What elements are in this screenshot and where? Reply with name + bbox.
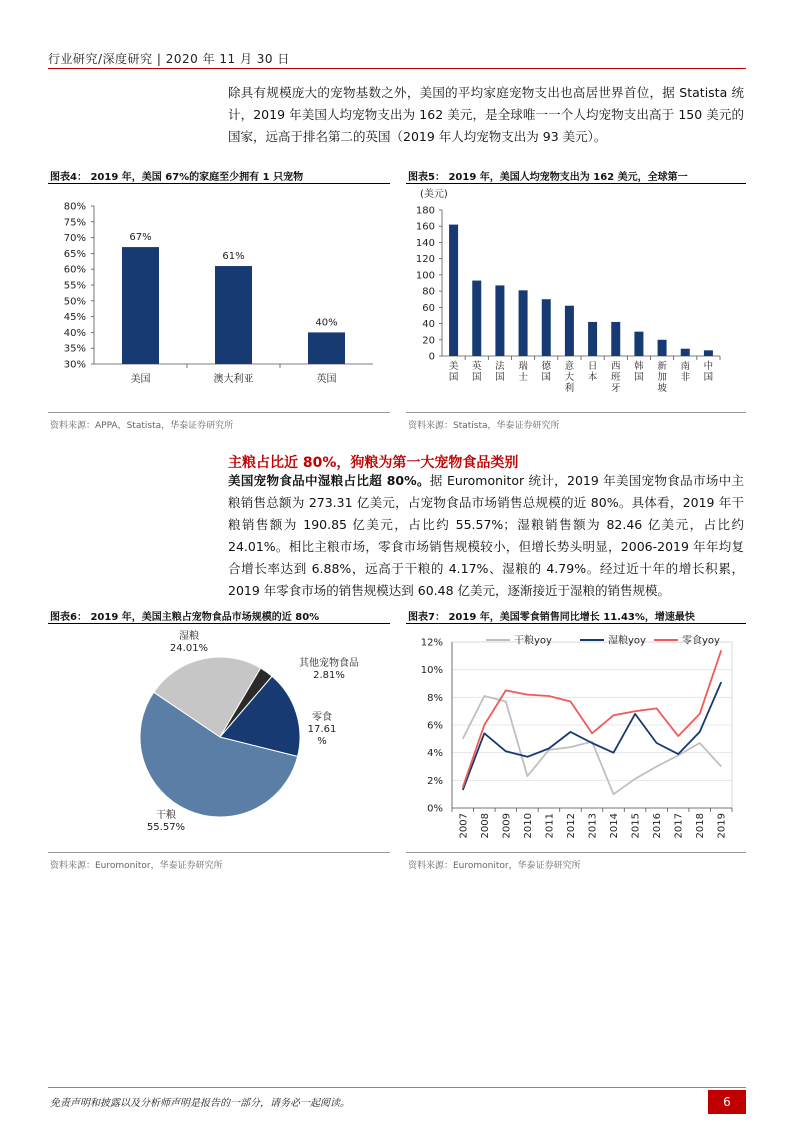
fig5-bar bbox=[449, 225, 458, 356]
fig7-title: 图表7： 2019 年，美国零食销售同比增长 11.43%，增速最快 bbox=[408, 612, 695, 623]
fig5-ylabel: (美元) bbox=[420, 189, 448, 200]
fig7-xtick-label: 2018 bbox=[695, 813, 707, 839]
fig7-xtick-label: 2010 bbox=[522, 813, 534, 839]
fig5-ytick-label: 80 bbox=[422, 286, 435, 298]
fig4-bar bbox=[215, 266, 252, 364]
fig4-bar bbox=[122, 247, 159, 364]
fig5-category-label: 中国 bbox=[703, 361, 714, 383]
fig5-bar bbox=[658, 340, 667, 356]
fig4-data-label: 67% bbox=[129, 232, 152, 244]
fig7-xtick-label: 2015 bbox=[630, 813, 642, 839]
fig5-category-label: 美国 bbox=[448, 361, 459, 383]
fig4-category-label: 澳大利亚 bbox=[213, 374, 254, 385]
section-title: 主粮占比近 80%，狗粮为第一大宠物食品类别 bbox=[228, 455, 519, 471]
fig4-ytick-label: 45% bbox=[63, 312, 86, 324]
fig7-ytick-label: 6% bbox=[427, 720, 443, 732]
fig5-category-label: 南非 bbox=[680, 361, 691, 383]
fig7-ytick-label: 0% bbox=[427, 803, 443, 815]
fig5-source: 资料来源：Statista，华泰证券研究所 bbox=[408, 421, 560, 431]
fig4-data-label: 61% bbox=[222, 251, 245, 263]
fig7-xtick-label: 2009 bbox=[501, 813, 513, 839]
fig4-ytick-label: 60% bbox=[63, 264, 86, 276]
header-rule bbox=[48, 68, 746, 69]
fig4-chart bbox=[48, 190, 393, 400]
fig7-xtick-label: 2017 bbox=[673, 813, 685, 839]
fig4-rule bbox=[48, 183, 390, 184]
fig4-bar bbox=[308, 332, 345, 364]
fig5-bottom-rule bbox=[406, 412, 746, 413]
fig4-ytick-label: 30% bbox=[63, 359, 86, 371]
fig5-title: 图表5： 2019 年，美国人均宠物支出为 162 美元，全球第一 bbox=[408, 172, 688, 183]
fig6-bottom-rule bbox=[48, 852, 390, 853]
fig7-ytick-label: 10% bbox=[420, 665, 443, 677]
fig5-category-label: 英国 bbox=[471, 361, 482, 383]
fig5-bar bbox=[704, 350, 713, 356]
fig5-ytick-label: 40 bbox=[422, 319, 435, 331]
section-paragraph bbox=[228, 470, 744, 602]
fig5-bar bbox=[565, 306, 574, 356]
fig5-ytick-label: 60 bbox=[422, 302, 435, 314]
fig7-xtick-label: 2013 bbox=[587, 813, 599, 839]
fig4-category-label: 美国 bbox=[130, 374, 151, 385]
fig4-ytick-label: 55% bbox=[63, 280, 86, 292]
fig6-slice-label: 其他宠物食品 2.81% bbox=[299, 658, 359, 681]
fig7-series-line bbox=[463, 696, 721, 794]
fig5-bar bbox=[588, 322, 597, 356]
fig5-category-label: 新加坡 bbox=[657, 361, 667, 394]
fig4-ytick-label: 65% bbox=[63, 248, 86, 260]
fig7-xtick-label: 2008 bbox=[479, 813, 491, 839]
fig5-ytick-label: 160 bbox=[415, 221, 435, 233]
fig6-source: 资料来源：Euromonitor，华泰证券研究所 bbox=[50, 861, 223, 871]
fig7-ytick-label: 12% bbox=[420, 637, 443, 649]
fig5-ytick-label: 120 bbox=[415, 254, 435, 266]
fig4-ytick-label: 40% bbox=[63, 327, 86, 339]
fig7-xtick-label: 2016 bbox=[652, 813, 664, 839]
fig4-title: 图表4： 2019 年，美国 67%的家庭至少拥有 1 只宠物 bbox=[50, 172, 304, 183]
fig5-category-label: 西班牙 bbox=[610, 361, 621, 394]
fig5-bar bbox=[519, 290, 528, 356]
fig7-xtick-label: 2014 bbox=[609, 813, 621, 839]
fig7-source: 资料来源：Euromonitor，华泰证券研究所 bbox=[408, 861, 581, 871]
fig7-rule bbox=[406, 623, 746, 624]
fig7-ytick-label: 4% bbox=[427, 748, 443, 760]
fig5-ytick-label: 180 bbox=[415, 205, 435, 217]
fig5-ytick-label: 0 bbox=[428, 351, 435, 363]
fig5-bar bbox=[634, 332, 643, 356]
fig5-bar bbox=[495, 285, 504, 356]
fig5-category-label: 意大利 bbox=[564, 361, 575, 394]
intro-paragraph: 除具有规模庞大的宠物基数之外，美国的平均家庭宠物支出也高居世界首位，据 Statista 统计，2019 年美国人均宠物支出为 162 美元，是全球唯一一个人均宠物支出高于 150 美元的国家，远高于排名第二的英国（2019 年人均宠物支出为 93 美元）。 bbox=[228, 85, 744, 144]
fig7-bottom-rule bbox=[406, 852, 746, 853]
fig7-ytick-label: 8% bbox=[427, 692, 443, 704]
fig6-slice-label: 湿粮 24.01% bbox=[169, 631, 209, 654]
fig5-bar bbox=[611, 322, 620, 356]
fig6-title: 图表6： 2019 年，美国主粮占宠物食品市场规模的近 80% bbox=[50, 612, 320, 623]
fig7-legend-label: 湿粮yoy bbox=[608, 635, 646, 647]
fig4-bottom-rule bbox=[48, 412, 390, 413]
fig5-rule bbox=[406, 183, 746, 184]
fig7-ytick-label: 2% bbox=[427, 775, 443, 787]
fig5-category-label: 瑞士 bbox=[518, 361, 528, 383]
footer-disclaimer: 免责声明和披露以及分析师声明是报告的一部分，请务必一起阅读。 bbox=[50, 1098, 350, 1109]
fig4-ytick-label: 35% bbox=[63, 343, 86, 355]
fig7-legend-label: 零食yoy bbox=[682, 635, 720, 647]
fig5-chart bbox=[404, 186, 746, 408]
fig7-legend-label: 干粮yoy bbox=[514, 635, 552, 647]
fig6-chart bbox=[48, 626, 390, 846]
fig4-ytick-label: 80% bbox=[63, 201, 86, 213]
fig4-data-label: 40% bbox=[315, 317, 338, 329]
fig7-chart bbox=[404, 626, 746, 848]
fig6-slice-label: 零食 17.61 % bbox=[307, 712, 337, 747]
fig5-ytick-label: 20 bbox=[422, 335, 435, 347]
fig6-rule bbox=[48, 623, 390, 624]
fig5-bar bbox=[472, 281, 481, 356]
fig5-category-label: 法国 bbox=[495, 361, 505, 383]
section-body: 据 Euromonitor 统计，2019 年美国宠物食品市场中主粮销售总额为 273.31 亿美元，占宠物食品市场销售总规模的近 80%。具体看，2019 年干粮销售额为 190.85 亿美元，占比约 55.57%；湿粮销售额为 82.46 亿美元，占比约 24.01%。相比主粮市场，零食市场销售规模较小，但增长势头明显，2006-2019 年年均复合增长率达到 6.88%，远高于干粮的 4.17%、湿粮的 4.79%。经过近十年的增长积累，2019 年零食市场的销售规模达到 60.48 亿美元，逐渐接近于湿粮的销售规模。 bbox=[228, 473, 744, 598]
fig5-bar bbox=[681, 349, 690, 356]
fig4-ytick-label: 70% bbox=[63, 233, 86, 245]
fig4-category-label: 英国 bbox=[316, 374, 337, 385]
report-header: 行业研究/深度研究 | 2020 年 11 月 30 日 bbox=[48, 52, 290, 66]
fig4-ytick-label: 50% bbox=[63, 296, 86, 308]
fig7-xtick-label: 2007 bbox=[458, 813, 470, 839]
page-number: 6 bbox=[708, 1090, 746, 1114]
fig7-series-line bbox=[463, 650, 721, 787]
fig5-ytick-label: 140 bbox=[415, 237, 435, 249]
fig4-source: 资料来源：APPA，Statista，华泰证券研究所 bbox=[50, 421, 234, 431]
fig5-bar bbox=[542, 299, 551, 356]
fig7-xtick-label: 2012 bbox=[565, 813, 577, 839]
fig4-ytick-label: 75% bbox=[63, 217, 86, 229]
fig7-xtick-label: 2019 bbox=[716, 813, 728, 839]
fig5-ytick-label: 100 bbox=[415, 270, 435, 282]
fig5-category-label: 韩国 bbox=[634, 361, 644, 383]
section-lead: 美国宠物食品中湿粮占比超 80%。 bbox=[228, 473, 430, 488]
fig5-category-label: 日本 bbox=[587, 361, 598, 383]
fig7-xtick-label: 2011 bbox=[544, 813, 556, 839]
fig5-category-label: 德国 bbox=[541, 361, 552, 383]
footer-rule bbox=[48, 1087, 746, 1088]
fig6-slice-label: 干粮 55.57% bbox=[146, 810, 186, 833]
